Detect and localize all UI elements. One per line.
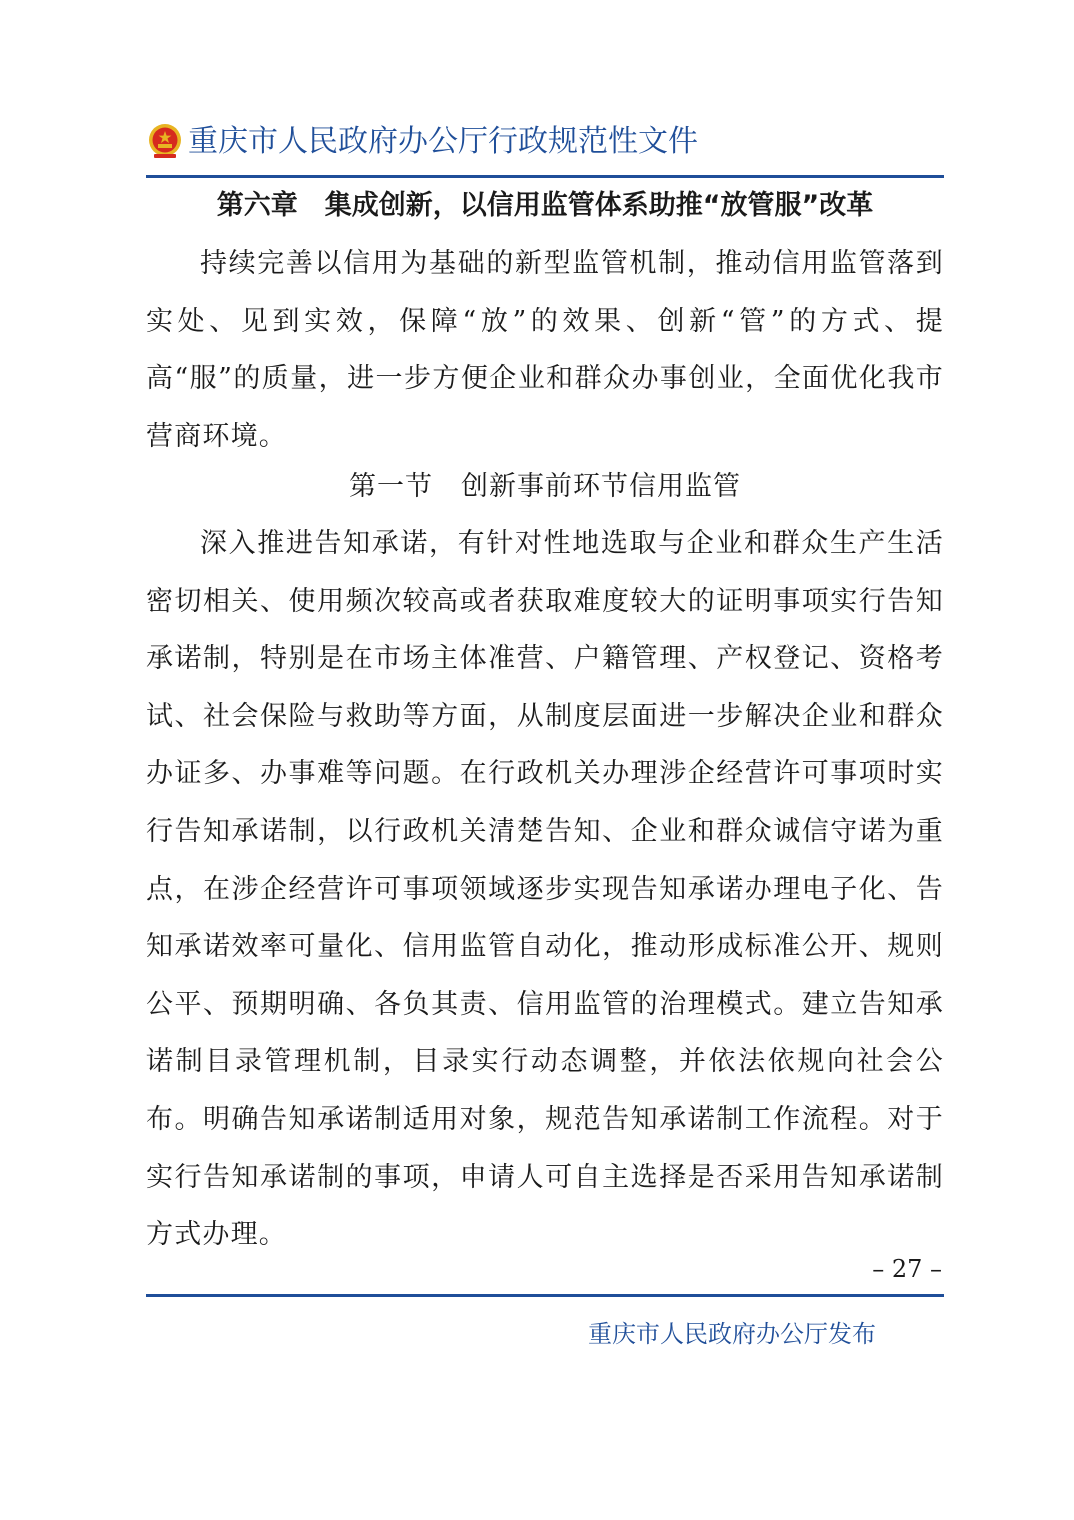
section-body-paragraph: 深入推进告知承诺，有针对性地选取与企业和群众生产生活密切相关、使用频次较高或者获取难度较大的证明事项实行告知承诺制，特别是在市场主体准营、户籍管理、产权登记、资格考试、社会保险与救助等方面，从制度层面进一步解决企业和群众办证多、办事难等问题。在行政机关办理涉企经营许可事项时实行告知承诺制，以行政机关清楚告知、企业和群众诚信守诺为重点，在涉企经营许可事项领域逐步实现告知承诺办理电子化、告知承诺效率可量化、信用监管自动化，推动形成标准公开、规则公平、预期明确、各负其责、信用监管的治理模式。建立告知承诺制目录管理机制，目录实行动态调整，并依法依规向社会公布。明确告知承诺制适用对象，规范告知承诺制工作流程。对于实行告知承诺制的事项，申请人可自主选择是否采用告知承诺制方式办理。 (146, 528, 944, 1251)
section-title: 第一节 创新事前环节信用监管 (349, 471, 741, 502)
document-header (146, 116, 946, 166)
national-emblem-icon (146, 122, 184, 160)
document-header-title: 重庆市人民政府办公厅行政规范性文件 (188, 124, 698, 159)
header-divider (146, 175, 944, 178)
footer-publisher: 重庆市人民政府办公厅发布 (588, 1320, 876, 1348)
footer-divider (146, 1294, 944, 1297)
chapter-title: 第六章 集成创新，以信用监管体系助推“放管服”改革 (216, 190, 874, 221)
chapter-intro-paragraph: 持续完善以信用为基础的新型监管机制，推动信用监管落到实处、见到实效，保障“放”的效果、创新“管”的方式、提高“服”的质量，进一步方便企业和群众办事创业，全面优化我市营商环境。 (146, 248, 944, 452)
page-number: – 27 – (872, 1255, 942, 1283)
